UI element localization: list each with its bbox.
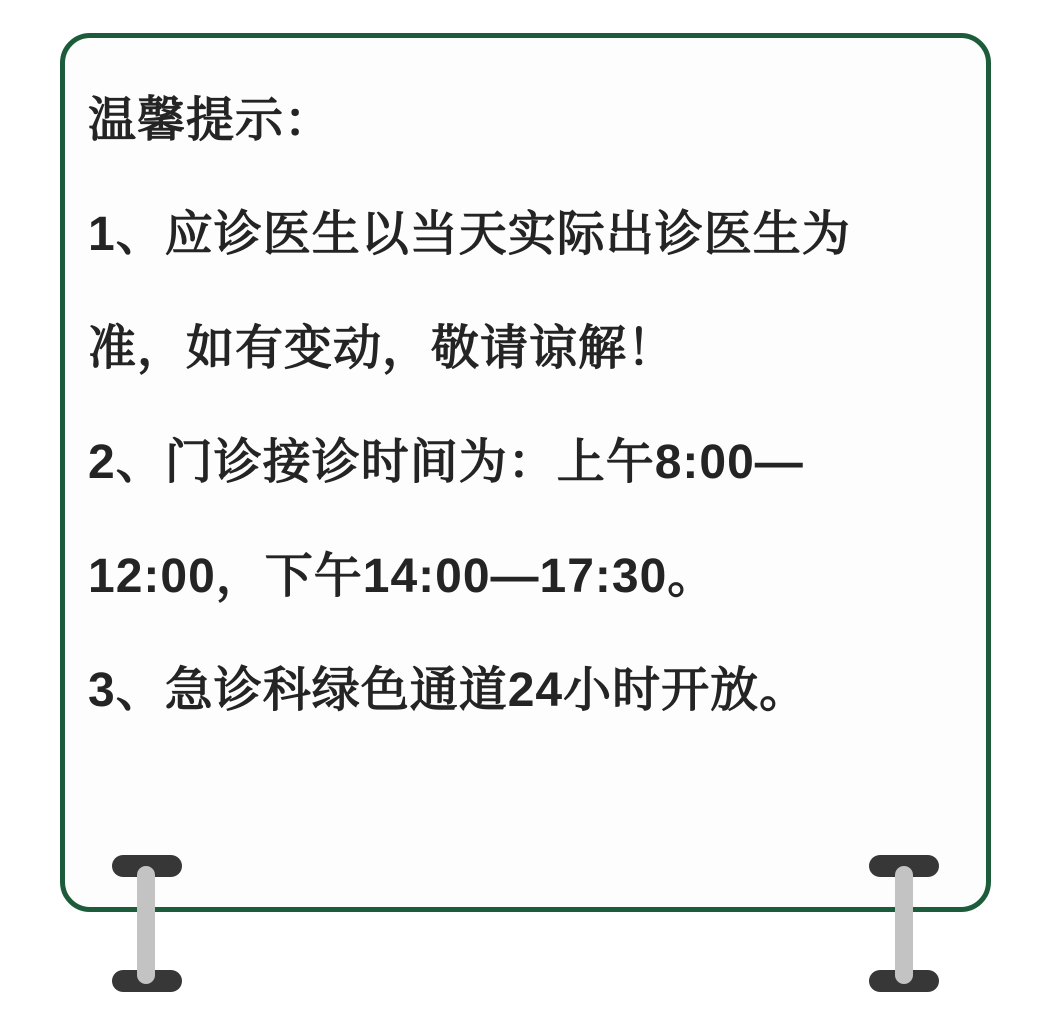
notice-line-5: 3、急诊科绿色通道24小时开放。	[88, 664, 809, 717]
notice-line-2: 准，如有变动，敬请谅解！	[88, 322, 677, 375]
notice-content	[88, 64, 970, 748]
stand-left-leg	[137, 866, 155, 984]
stand-right-leg	[895, 866, 913, 984]
notice-line-1: 1、应诊医生以当天实际出诊医生为	[88, 208, 851, 261]
notice-line-4: 12:00，下午14:00—17:30。	[88, 550, 717, 603]
notice-title: 温馨提示：	[88, 94, 334, 147]
notice-board	[60, 33, 991, 912]
notice-line-3: 2、门诊接诊时间为：上午8:00—	[88, 436, 804, 489]
